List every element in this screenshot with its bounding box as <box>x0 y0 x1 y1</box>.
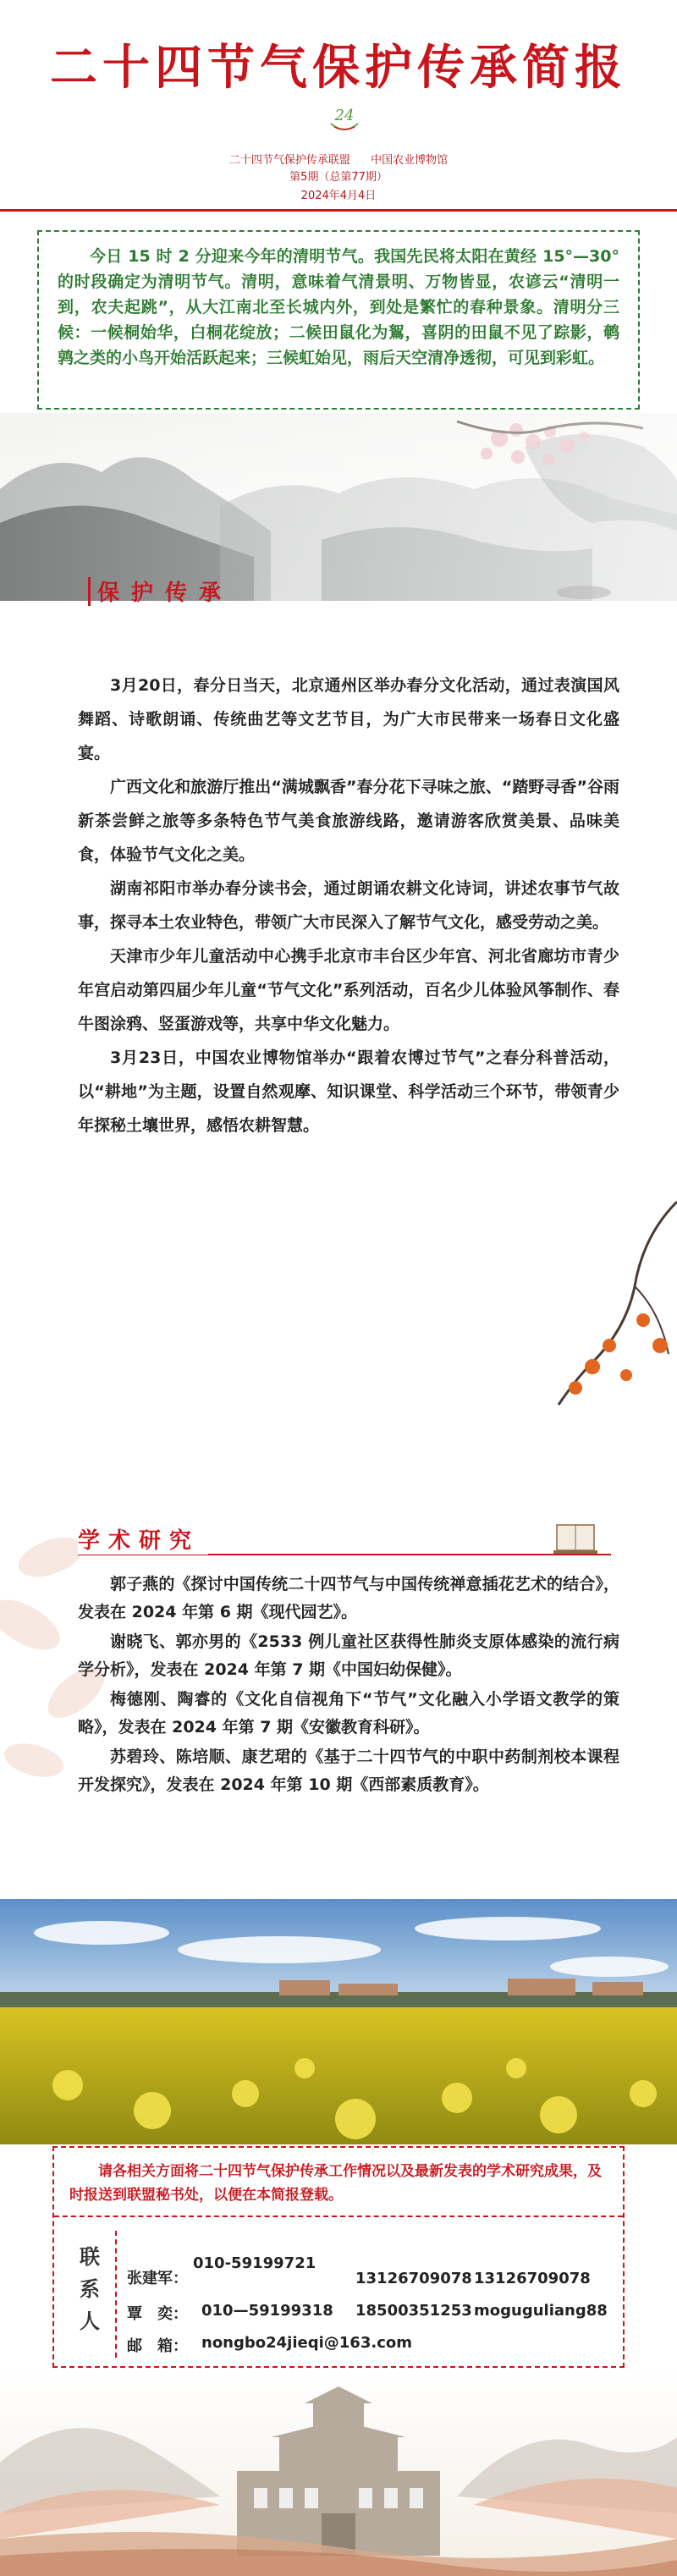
intro-text: 今日 15 时 2 分迎来今年的清明节气。我国先民将太阳在黄经 15°—30°的时段确定为清明节气。清明，意味着气清景明、万物皆显，农谚云“清明一到，农夫起跳”，从大江南北至长城内外，到处是繁忙的春种景象。清明分三候：一候桐始华，白桐花绽放；二候田鼠化为鴽，喜阴的田鼠不见了踪影，鹌鹑之类的小鸟开始活跃起来；三候虹始见，雨后天空清净透彻，可见到彩虹。 <box>58 247 619 367</box>
issue-number: 第5期（总第77期） <box>289 171 388 184</box>
contact-name: 张建军： <box>127 2270 188 2287</box>
ink-landscape-illustration <box>0 413 677 601</box>
email-address[interactable]: nongbo24jieqi@163.com <box>201 2334 412 2352</box>
publisher-line <box>0 151 677 167</box>
persimmon-branch-decoration <box>542 1185 677 1439</box>
section-research-heading <box>78 1523 611 1555</box>
solar-terms-logo <box>326 98 363 135</box>
contact-phone: 010—59199318 <box>201 2302 333 2320</box>
scroll-book-icon <box>552 1520 599 1555</box>
news-item: 3月20日，春分日当天，北京通州区举办春分文化活动，通过表演国风舞蹈、诗歌朗诵、传统曲艺等文艺节目，为广大市民带来一场春日文化盛宴。 <box>78 676 619 762</box>
contact-phone: 010-59199721 <box>193 2254 316 2272</box>
news-list <box>78 669 619 1142</box>
header-divider <box>0 209 677 212</box>
page-title: 二十四节气保护传承简报 <box>50 40 627 96</box>
notice-box <box>52 2146 625 2368</box>
research-item: 苏碧玲、陈培顺、康艺珺的《基于二十四节气的中职中药制剂校本课程开发探究》，发表在 2024 年第 10 期《西部素质教育》。 <box>78 1748 619 1794</box>
section-protect-heading <box>88 575 233 607</box>
contact-row-qin <box>127 2302 608 2324</box>
publisher-museum: 中国农业博物馆 <box>371 154 449 167</box>
publisher-alliance: 二十四节气保护传承联盟 <box>228 154 350 167</box>
rapeseed-field-photo <box>0 1899 677 2144</box>
research-item: 谢晓飞、郭亦男的《2533 例儿童社区获得性肺炎支原体感染的流行病学分析》，发表在 2024 年第 7 期《中国妇幼保健》。 <box>78 1632 619 1679</box>
contact-row-email <box>127 2334 412 2356</box>
news-item: 天津市少年儿童活动中心携手北京市丰台区少年宫、河北省廊坊市青少年宫启动第四届少年儿童“节气文化”系列活动，百名少儿体验风筝制作、春牛图涂鸦、竖蛋游戏等，共享中华文化魅力。 <box>78 947 619 1033</box>
notice-divider <box>54 2215 623 2217</box>
logo-text: 24 <box>334 107 355 124</box>
contact-mobile: 13126709078 <box>474 2270 591 2287</box>
contact-divider <box>115 2231 117 2358</box>
issue-date: 2024年4月4日 <box>300 190 377 202</box>
header <box>0 0 677 222</box>
research-list <box>78 1571 619 1801</box>
contact-mobile: 18500351253 <box>355 2302 472 2320</box>
notice-text: 请各相关方面将二十四节气保护传承工作情况以及最新发表的学术研究成果，及时报送到联盟秘书处，以便在本简报登载。 <box>69 2163 602 2204</box>
heading-bar <box>88 577 91 606</box>
research-item: 梅德刚、陶睿的《文化自信视角下“节气”文化融入小学语文教学的策略》，发表在 2024 年第 7 期《安徽教育科研》。 <box>78 1690 619 1737</box>
contact-wechat: moguguliang88 <box>474 2302 608 2320</box>
email-label: 邮 箱： <box>127 2337 188 2355</box>
news-item: 广西文化和旅游厅推出“满城飘香”春分花下寻味之旅、“踏野寻香”谷雨新茶尝鲜之旅等多条特色节气美食旅游线路，邀请游客欣赏美景、品味美食，体验节气文化之美。 <box>78 778 619 864</box>
contact-name: 覃 奕： <box>127 2305 188 2323</box>
research-item: 郭子燕的《探讨中国传统二十四节气与中国传统禅意插花艺术的结合》，发表在 2024 年第 6 期《现代园艺》。 <box>78 1575 619 1621</box>
section-research-title: 学术研究 <box>78 1523 208 1555</box>
museum-building-illustration <box>0 2370 677 2576</box>
news-item: 3月23日，中国农业博物馆举办“跟着农博过节气”之春分科普活动，以“耕地”为主题，设置自然观摩、知识课堂、科学活动三个环节，带领青少年探秘土壤世界，感悟农耕智慧。 <box>78 1049 619 1135</box>
news-item: 湖南祁阳市举办春分读书会，通过朗诵农耕文化诗词，讲述农事节气故事，探寻本土农业特色，带领广大市民深入了解节气文化，感受劳动之美。 <box>78 879 619 932</box>
contact-mobile: 13126709078 <box>355 2270 472 2287</box>
contact-label: 联系人 <box>80 2245 100 2333</box>
section-protect-title: 保护传承 <box>97 581 234 606</box>
intro-box <box>37 230 640 410</box>
contact-row-zhang <box>127 2254 591 2288</box>
